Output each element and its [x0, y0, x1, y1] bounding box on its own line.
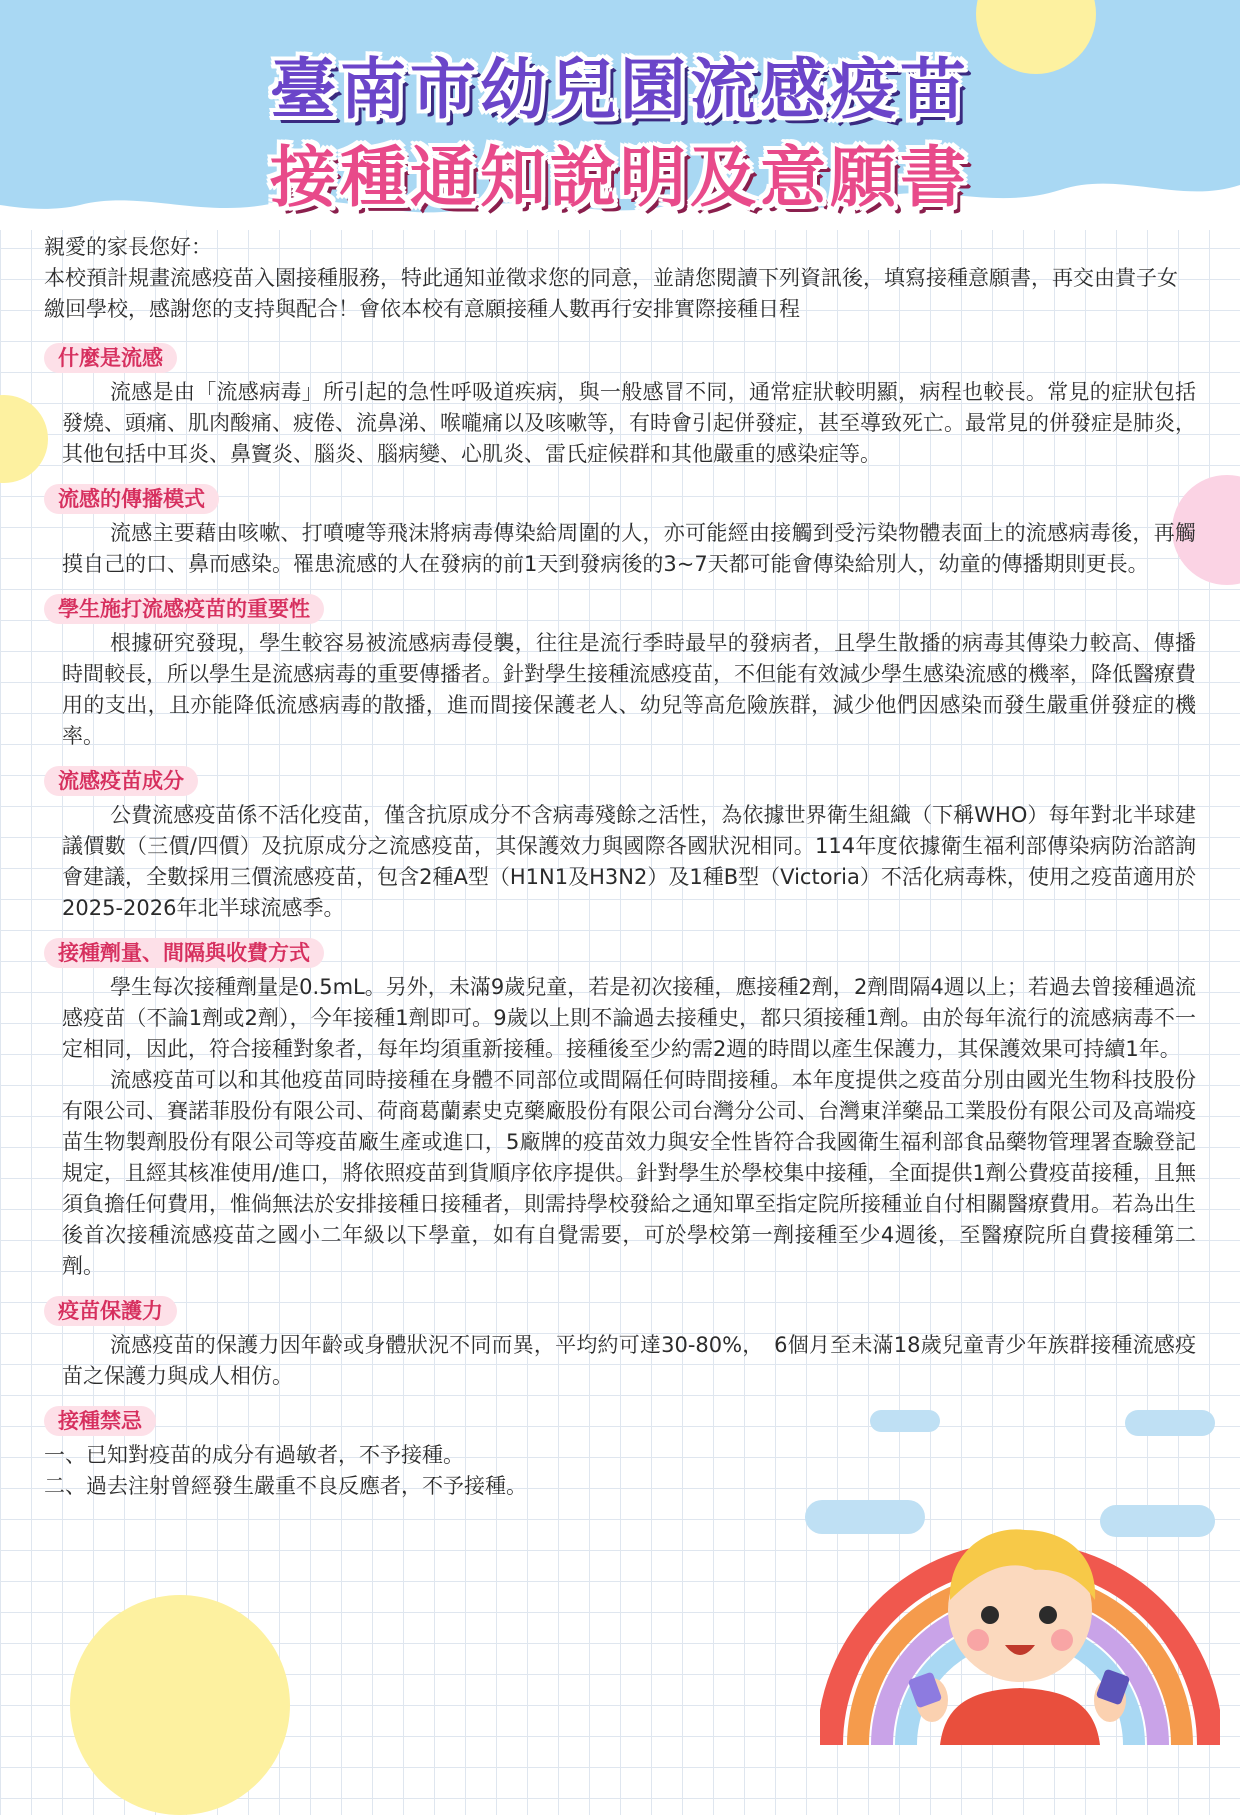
greeting-text: 親愛的家長您好：	[44, 235, 212, 259]
section-paragraph: 流感是由「流感病毒」所引起的急性呼吸道疾病，與一般感冒不同，通常症狀較明顯，病程也較長。常見的症狀包括發燒、頭痛、肌肉酸痛、疲倦、流鼻涕、喉嚨痛以及咳嗽等，有時會引起併發症，甚至導致死亡。最常見的併發症是肺炎，其他包括中耳炎、鼻竇炎、腦炎、腦病變、心肌炎、雷氏症候群和其他嚴重的感染症等。	[62, 380, 1196, 466]
title-line-2: 接種通知說明及意願書	[270, 139, 970, 216]
section-heading: 疫苗保護力	[44, 1296, 177, 1326]
section-heading: 接種劑量、間隔與收費方式	[44, 938, 324, 968]
section-paragraph: 公費流感疫苗係不活化疫苗，僅含抗原成分不含病毒殘餘之活性，為依據世界衛生組織（下稱WHO）每年對北半球建議價數（三價/四價）及抗原成分之流感疫苗，其保護效力與國際各國狀況相同。114年度依據衛生福利部傳染病防治諮詢會建議，全數採用三價流感疫苗，包含2種A型（H1N1及H3N2）及1種B型（Victoria）不活化病毒株，使用之疫苗適用於2025-2026年北半球流感季。	[62, 803, 1196, 920]
yellow-circle-bottom-decoration	[70, 1595, 290, 1815]
section-heading: 流感的傳播模式	[44, 484, 219, 514]
section-importance	[44, 594, 1196, 752]
section-heading: 學生施打流感疫苗的重要性	[44, 594, 324, 624]
section-transmission	[44, 484, 1196, 580]
section-heading: 什麼是流感	[44, 343, 177, 373]
rainbow-child-illustration	[820, 1500, 1220, 1745]
section-paragraph: 學生每次接種劑量是0.5mL。另外，未滿9歲兒童，若是初次接種，應接種2劑，2劑間隔4週以上；若過去曾接種過流感疫苗（不論1劑或2劑），今年接種1劑即可。9歲以上則不論過去接種史，都只須接種1劑。由於每年流行的流感病毒不一定相同，因此，符合接種對象者，每年均須重新接種。接種後至少約需2週的時間以產生保護力，其保護效果可持續1年。	[62, 975, 1196, 1061]
section-paragraph: 流感主要藉由咳嗽、打噴嚏等飛沫將病毒傳染給周圍的人，亦可能經由接觸到受污染物體表面上的流感病毒後，再觸摸自己的口、鼻而感染。罹患流感的人在發病的前1天到發病後的3~7天都可能會傳染給別人，幼童的傳播期則更長。	[62, 521, 1196, 576]
section-what-is-flu	[44, 343, 1196, 470]
yellow-circle-left-decoration	[0, 395, 48, 483]
section-heading: 流感疫苗成分	[44, 766, 198, 796]
section-paragraph: 流感疫苗可以和其他疫苗同時接種在身體不同部位或間隔任何時間接種。本年度提供之疫苗分別由國光生物科技股份有限公司、賽諾菲股份有限公司、荷商葛蘭素史克藥廠股份有限公司台灣分公司、台灣東洋藥品工業股份有限公司及高端疫苗生物製劑股份有限公司等疫苗廠生產或進口，5廠牌的疫苗效力與安全性皆符合我國衛生福利部食品藥物管理署查驗登記規定，且經其核准使用/進口，將依照疫苗到貨順序依序提供。針對學生於學校集中接種，全面提供1劑公費疫苗接種，且無須負擔任何費用，惟倘無法於安排接種日接種者，則需持學校發給之通知單至指定院所接種並自付相關醫療費用。若為出生後首次接種流感疫苗之國小二年級以下學童，如有自覺需要，可於學校第一劑接種至少4週後，至醫療院所自費接種第二劑。	[62, 1068, 1196, 1278]
contraindication-item: 一、已知對疫苗的成分有過敏者，不予接種。	[44, 1443, 464, 1467]
section-dosage-fees	[44, 938, 1196, 1282]
section-paragraph: 根據研究發現，學生較容易被流感病毒侵襲，往往是流行季時最早的發病者，且學生散播的病毒其傳染力較高、傳播時間較長，所以學生是流感病毒的重要傳播者。針對學生接種流感疫苗，不但能有效減少學生感染流感的機率，降低醫療費用的支出，且亦能降低流感病毒的散播，進而間接保護老人、幼兒等高危險族群，減少他們因感染而發生嚴重併發症的機率。	[62, 631, 1196, 748]
section-heading: 接種禁忌	[44, 1406, 156, 1436]
document-body	[44, 232, 1196, 1516]
section-paragraph: 流感疫苗的保護力因年齡或身體狀況不同而異，平均約可達30-80%， 6個月至未滿18歲兒童青少年族群接種流感疫苗之保護力與成人相仿。	[62, 1333, 1196, 1388]
contraindication-item: 二、過去注射曾經發生嚴重不良反應者，不予接種。	[44, 1474, 527, 1498]
section-protection	[44, 1296, 1196, 1392]
section-vaccine-composition	[44, 766, 1196, 924]
poster-title	[0, 48, 1240, 220]
section-contraindications	[44, 1406, 1196, 1502]
title-line-1: 臺南市幼兒園流感疫苗	[270, 51, 970, 128]
intro-text: 本校預計規畫流感疫苗入園接種服務，特此通知並徵求您的同意，並請您閱讀下列資訊後，填寫接種意願書，再交由貴子女繳回學校，感謝您的支持與配合！會依本校有意願接種人數再行安排實際接種日程	[44, 266, 1178, 321]
